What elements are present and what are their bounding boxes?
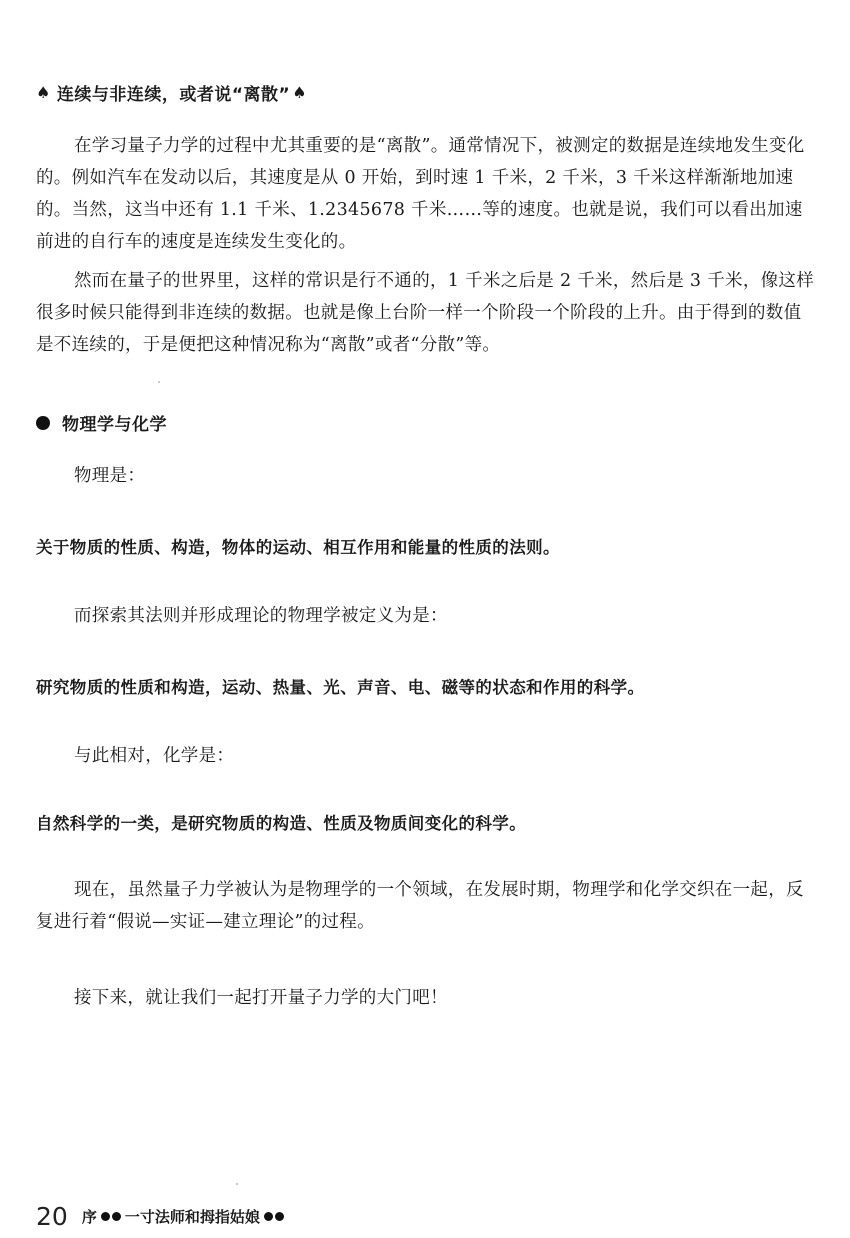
bullet-icon — [36, 416, 50, 430]
paragraph-quantum-world: 然而在量子的世界里，这样的常识是行不通的，1 千米之后是 2 千米，然后是 3 千米，像这样很多时候只能得到非连续的数据。也就是像上台阶一样一个阶段一个阶段的上升。由于得到的数值是不连续的，于是便把这种情况称为“离散”或者“分散”等。 — [36, 271, 815, 355]
paragraph-discrete-intro: 在学习量子力学的过程中尤其重要的是“离散”。通常情况下，被测定的数据是连续地发生变化的。例如汽车在发动以后，其速度是从 0 开始，到时速 1 千米，2 千米，3 千米这样渐渐地加速的。当然，这当中还有 1.1 千米、1.2345678 千米……等的速度。也就是说，我们可以看出加速前进的自行车的速度是连续发生变化的。 — [36, 136, 805, 252]
double-dot-icon — [100, 1212, 122, 1221]
section-heading-physics-chemistry — [36, 410, 167, 435]
definition-chemistry: 自然科学的一类，是研究物质的构造、性质及物质间变化的科学。 — [36, 814, 527, 833]
definition-physics-study: 研究物质的性质和构造，运动、热量、光、声音、电、磁等的状态和作用的科学。 — [36, 678, 645, 697]
intro-chemistry: 与此相对，化学是： — [74, 746, 235, 766]
intro-physics-study: 而探索其法则并形成理论的物理学被定义为是： — [74, 606, 448, 626]
page-footer — [36, 1202, 288, 1231]
scan-speck — [158, 381, 160, 383]
section-heading-discrete — [36, 80, 307, 105]
paragraph-now: 现在，虽然量子力学被认为是物理学的一个领域，在发展时期，物理学和化学交织在一起，反复进行着“假说—实证—建立理论”的过程。 — [36, 880, 804, 932]
footer-prefix: 序 — [81, 1208, 97, 1226]
running-footer — [82, 1206, 288, 1227]
double-dot-icon — [263, 1212, 285, 1221]
scan-speck — [236, 1183, 238, 1185]
spade-icon: ♠ — [292, 83, 308, 102]
section-heading-text: 连续与非连续，或者说“离散” — [56, 85, 291, 105]
footer-title: 一寸法师和拇指姑娘 — [124, 1208, 260, 1226]
intro-physics: 物理是： — [74, 466, 146, 486]
closing-line: 接下来，就让我们一起打开量子力学的大门吧！ — [74, 988, 448, 1008]
spade-icon: ♠ — [36, 83, 51, 102]
page-number: 20 — [36, 1202, 68, 1231]
definition-physics: 关于物质的性质、构造，物体的运动、相互作用和能量的性质的法则。 — [36, 538, 560, 557]
section-heading-text: 物理学与化学 — [62, 415, 167, 435]
